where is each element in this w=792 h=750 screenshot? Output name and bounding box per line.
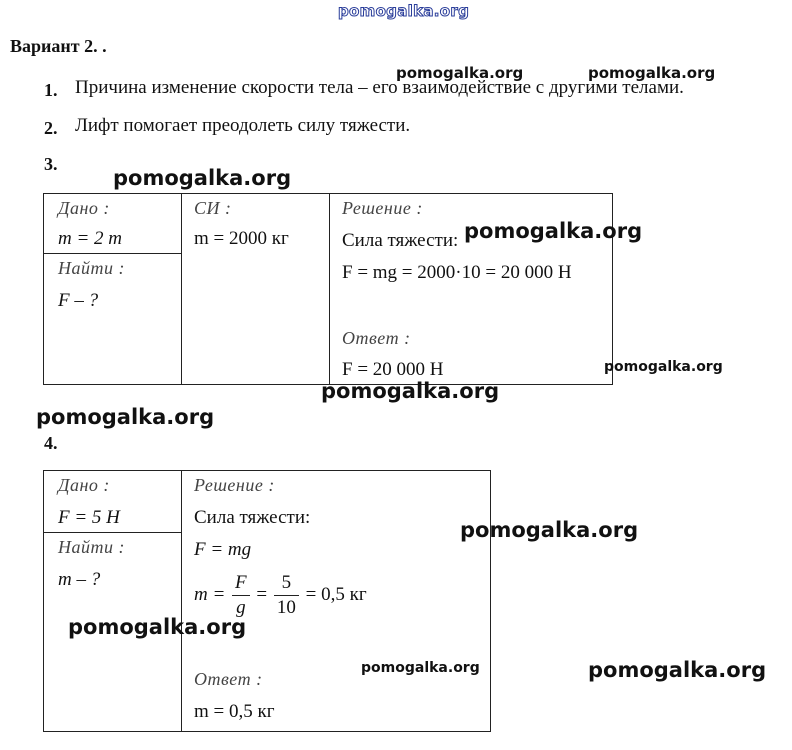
task-3-find-cell xyxy=(44,254,182,385)
task-4-table xyxy=(43,470,491,732)
find-value: F – ? xyxy=(58,290,99,311)
answer-label: Ответ : xyxy=(194,669,263,689)
watermark: pomogalka.org xyxy=(464,219,643,243)
item-1-number: 1. xyxy=(44,80,58,100)
watermark: pomogalka.org xyxy=(588,64,716,82)
task-4-number: 4. xyxy=(44,433,58,453)
watermark: pomogalka.org xyxy=(604,359,723,375)
given-label: Дано : xyxy=(58,475,110,495)
item-1-text: Причина изменение скорости тела – его взаимодействие с другими телами. xyxy=(75,77,684,98)
given-value-text: m = 2 т xyxy=(58,228,123,249)
solution-line-2: F = mg xyxy=(194,539,252,560)
formula-equals: = xyxy=(256,583,268,605)
solution-line-1: Сила тяжести: xyxy=(342,230,459,251)
watermark-top: pomogalka.org xyxy=(338,2,470,20)
formula-rhs: = 0,5 кг xyxy=(305,583,367,605)
watermark: pomogalka.org xyxy=(460,518,639,542)
fraction-f-over-g xyxy=(232,571,250,620)
mass-formula xyxy=(194,571,367,620)
solution-label: Решение : xyxy=(194,475,275,495)
task-4-solution-cell xyxy=(182,471,491,732)
fraction-numerator: F xyxy=(232,571,250,596)
solution-line-1: Сила тяжести: xyxy=(194,507,311,528)
watermark: pomogalka.org xyxy=(588,658,767,682)
solution-label: Решение : xyxy=(342,198,423,218)
find-value: m – ? xyxy=(58,569,101,590)
fraction-numerator: 5 xyxy=(274,571,299,596)
fraction-denominator: 10 xyxy=(276,597,296,618)
watermark: pomogalka.org xyxy=(361,660,480,676)
si-label: СИ : xyxy=(194,198,232,218)
watermark: pomogalka.org xyxy=(68,615,247,639)
watermark: pomogalka.org xyxy=(396,64,524,82)
task-3-number: 3. xyxy=(44,154,58,174)
watermark: pomogalka.org xyxy=(36,405,215,429)
given-value: F = 5 Н xyxy=(58,507,120,528)
item-2-text: Лифт помогает преодолеть силу тяжести. xyxy=(75,115,411,136)
answer-value: m = 0,5 кг xyxy=(194,701,275,722)
fraction-5-over-10 xyxy=(274,571,299,620)
find-label: Найти : xyxy=(58,537,125,557)
task-3-given-cell xyxy=(44,194,182,254)
answer-value: F = 20 000 Н xyxy=(342,359,444,380)
given-label: Дано : xyxy=(58,198,110,218)
find-label: Найти : xyxy=(58,258,125,278)
solution-formula: F = mg = 2000·10 = 20 000 Н xyxy=(342,262,572,283)
watermark: pomogalka.org xyxy=(321,379,500,403)
fraction-denominator: g xyxy=(236,597,246,618)
watermark: pomogalka.org xyxy=(113,166,292,190)
item-2-number: 2. xyxy=(44,118,58,138)
given-value xyxy=(58,228,122,250)
task-4-given-cell xyxy=(44,471,182,533)
answer-label: Ответ : xyxy=(342,328,411,348)
task-3-si-cell xyxy=(182,194,330,385)
variant-heading: Вариант 2. . xyxy=(10,36,107,56)
formula-lhs: m = xyxy=(194,583,226,605)
si-value: m = 2000 кг xyxy=(194,228,289,249)
